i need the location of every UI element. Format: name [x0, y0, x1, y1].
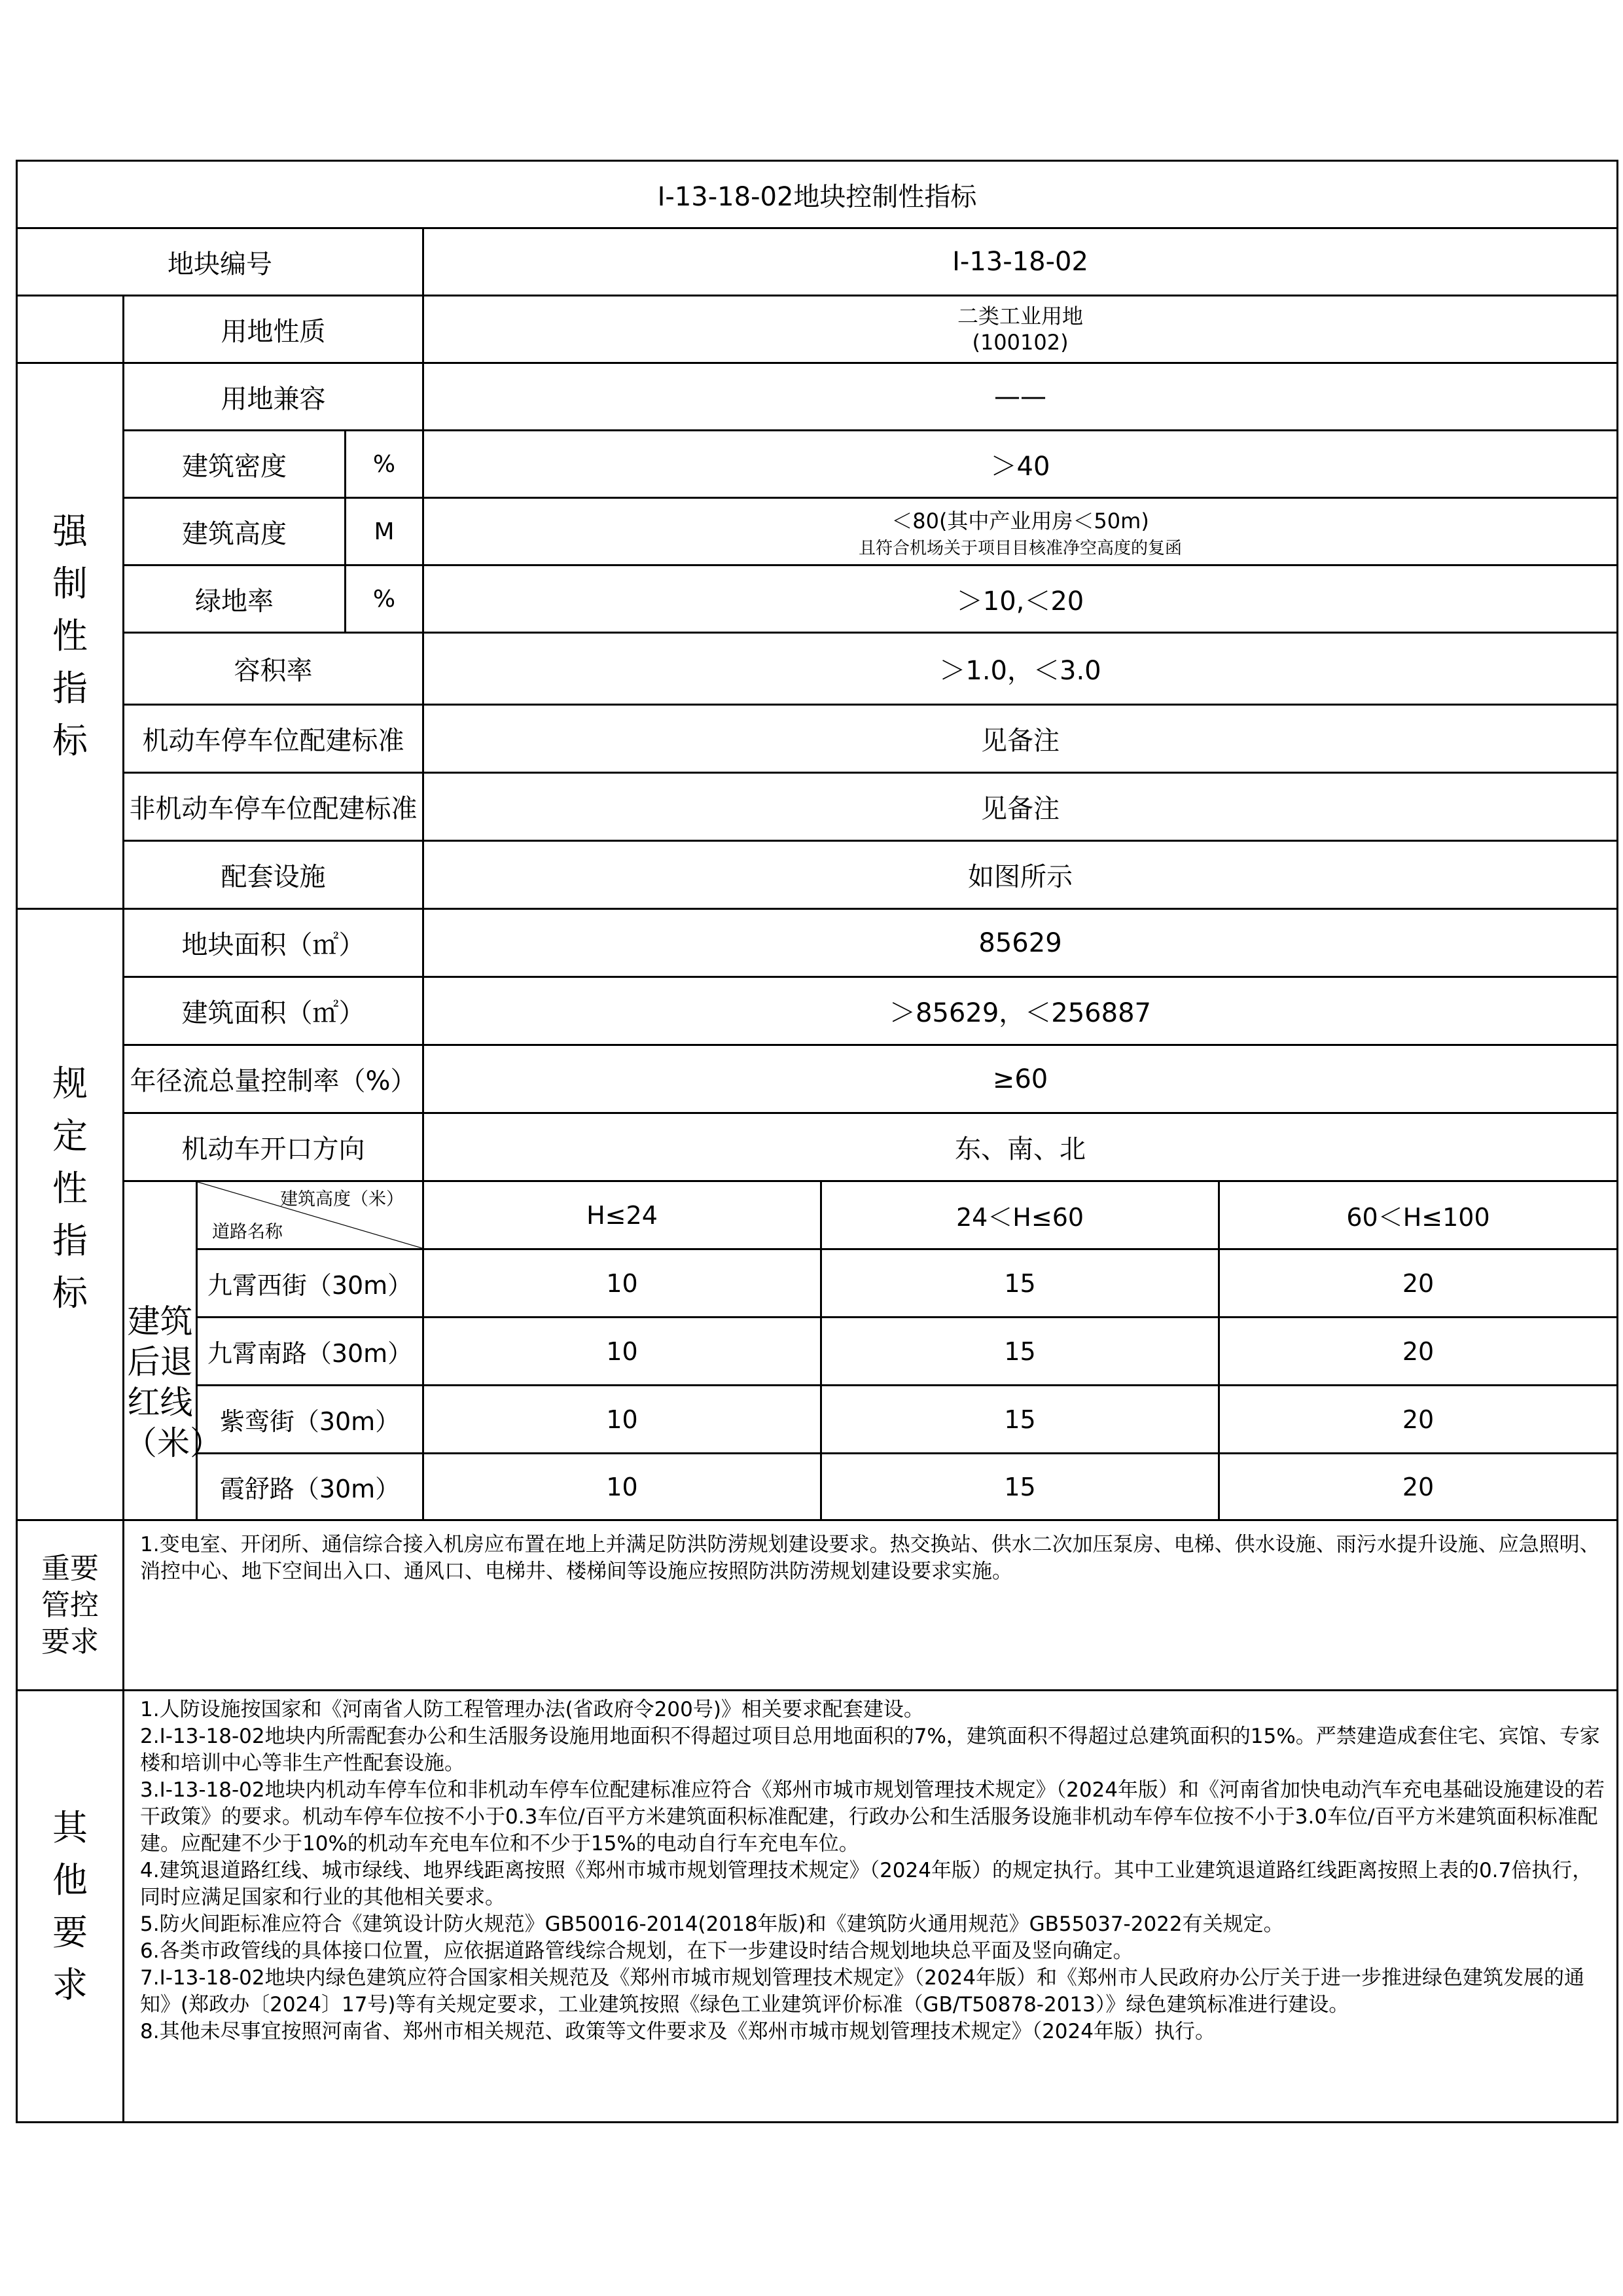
setback-value: 20 [1219, 1249, 1618, 1318]
key-requirements-label: 重要 管控 要求 [17, 1520, 124, 1691]
runoff-label: 年径流总量控制率（%） [124, 1045, 423, 1113]
nonmotor-parking-label: 非机动车停车位配建标准 [124, 773, 423, 841]
column-header: 60＜H≤100 [1219, 1181, 1618, 1249]
key-requirements-text: 1.变电室、开闭所、通信综合接入机房应布置在地上并满足防洪防涝规划建设要求。热交换站、供水二次加压泵房、电梯、供水设施、雨污水提升设施、应急照明、消控中心、地下空间出入口、通风口、电梯井、楼梯间等设施应按照防洪防涝规划建设要求实施。 [124, 1520, 1618, 1691]
setback-value: 10 [423, 1318, 821, 1386]
setback-value: 20 [1219, 1386, 1618, 1454]
road-name: 紫鸾街（30m） [197, 1386, 423, 1454]
setback-value: 20 [1219, 1454, 1618, 1520]
land-use-label: 用地性质 [124, 296, 423, 363]
access-value: 东、南、北 [423, 1113, 1618, 1181]
other-requirements-list [124, 1691, 1618, 2123]
list-item: 1.人防设施按国家和《河南省人防工程管理办法(省政府令200号)》相关要求配套建设。 [140, 1698, 924, 1721]
land-use-value [423, 296, 1618, 363]
road-name: 九霄西街（30m） [197, 1249, 423, 1318]
list-item: 4.建筑退道路红线、城市绿线、地界线距离按照《郑州市城市规划管理技术规定》（2024年版）的规定执行。其中工业建筑退道路红线距离按照上表的0.7倍执行，同时应满足国家和行业的其他相关要求。 [140, 1859, 1593, 1909]
header-road-label: 道路名称 [212, 1222, 283, 1242]
far-label: 容积率 [124, 633, 423, 705]
list-item: 7.I-13-18-02地块内绿色建筑应符合国家相关规范及《郑州市城市规划管理技术规定》（2024年版）和《郑州市人民政府办公厅关于进一步推进绿色建筑发展的通知》(郑政办〔2024〕17号)等有关规定要求，工业建筑按照《绿色工业建筑评价标准（GB/T50878-2013）》绿色建筑标准进行建设。 [140, 1966, 1585, 2017]
header-height-label: 建筑高度（米） [280, 1189, 404, 1210]
plot-number-label: 地块编号 [17, 228, 423, 296]
motor-parking-label: 机动车停车位配建标准 [124, 705, 423, 773]
compat-value: —— [423, 363, 1618, 431]
column-header: H≤24 [423, 1181, 821, 1249]
plot-area-label: 地块面积（㎡） [124, 909, 423, 977]
height-limit: ＜80(其中产业用房＜50m) [891, 508, 1149, 533]
density-unit: % [346, 431, 423, 498]
setback-value: 20 [1219, 1318, 1618, 1386]
setback-value: 15 [821, 1386, 1219, 1454]
setback-value: 10 [423, 1249, 821, 1318]
control-index-table [16, 160, 1618, 2123]
setback-label: 建筑 后退 红线 （米） [124, 1181, 197, 1520]
setback-header-diagonal [197, 1181, 423, 1249]
green-value: ＞10,＜20 [423, 565, 1618, 633]
land-use-code: (100102) [972, 330, 1069, 355]
table-title: I-13-18-02地块控制性指标 [17, 161, 1618, 228]
plot-number-value: I-13-18-02 [423, 228, 1618, 296]
list-item: 3.I-13-18-02地块内机动车停车位和非机动车停车位配建标准应符合《郑州市城市规划管理技术规定》（2024年版）和《河南省加快电动汽车充电基础设施建设的若干政策》的要求。机动车停车位按不小于0.3车位/百平方米建筑面积标准配建，行政办公和生活服务设施非机动车停车位按不小于3.0车位/百平方米建筑面积标准配建。应配建不少于10%的机动车充电车位和不少于15%的电动自行车充电车位。 [140, 1778, 1605, 1856]
access-label: 机动车开口方向 [124, 1113, 423, 1181]
density-label: 建筑密度 [124, 431, 346, 498]
floor-area-value: ＞85629，＜256887 [423, 977, 1618, 1045]
far-value: ＞1.0，＜3.0 [423, 633, 1618, 705]
setback-value: 10 [423, 1386, 821, 1454]
setback-value: 15 [821, 1454, 1219, 1520]
facilities-label: 配套设施 [124, 841, 423, 909]
blank-cell [17, 296, 124, 363]
road-name: 霞舒路（30m） [197, 1454, 423, 1520]
setback-value: 15 [821, 1249, 1219, 1318]
green-unit: % [346, 565, 423, 633]
motor-parking-value: 见备注 [423, 705, 1618, 773]
height-unit: M [346, 498, 423, 565]
list-item: 6.各类市政管线的具体接口位置，应依据道路管线综合规划，在下一步建设时结合规划地块总平面及竖向确定。 [140, 1939, 1133, 1963]
height-value [423, 498, 1618, 565]
list-item: 5.防火间距标准应符合《建筑设计防火规范》GB50016-2014(2018年版)和《建筑防火通用规范》GB55037-2022有关规定。 [140, 1912, 1284, 1936]
facilities-value: 如图所示 [423, 841, 1618, 909]
runoff-value: ≥60 [423, 1045, 1618, 1113]
height-label: 建筑高度 [124, 498, 346, 565]
list-item: 2.I-13-18-02地块内所需配套办公和生活服务设施用地面积不得超过项目总用地面积的7%，建筑面积不得超过总建筑面积的15%。严禁建造成套住宅、宾馆、专家楼和培训中心等非生产性配套设施。 [140, 1725, 1600, 1775]
mandatory-section-label: 强 制 性 指 标 [17, 363, 124, 909]
nonmotor-parking-value: 见备注 [423, 773, 1618, 841]
regulatory-section-cell [17, 909, 124, 1520]
green-label: 绿地率 [124, 565, 346, 633]
land-use-type: 二类工业用地 [957, 304, 1084, 329]
list-item: 8.其他未尽事宜按照河南省、郑州市相关规范、政策等文件要求及《郑州市城市规划管理技术规定》（2024年版）执行。 [140, 2020, 1215, 2043]
other-requirements-label: 其 他 要 求 [17, 1691, 124, 2123]
compat-label: 用地兼容 [124, 363, 423, 431]
plot-area-value: 85629 [423, 909, 1618, 977]
density-value: ＞40 [423, 431, 1618, 498]
column-header: 24＜H≤60 [821, 1181, 1219, 1249]
regulatory-section-label: 规 定 性 指 标 [52, 1062, 88, 1314]
setback-value: 10 [423, 1454, 821, 1520]
setback-value: 15 [821, 1318, 1219, 1386]
height-airport-note: 且符合机场关于项目目核准净空高度的复函 [859, 538, 1183, 558]
road-name: 九霄南路（30m） [197, 1318, 423, 1386]
floor-area-label: 建筑面积（㎡） [124, 977, 423, 1045]
